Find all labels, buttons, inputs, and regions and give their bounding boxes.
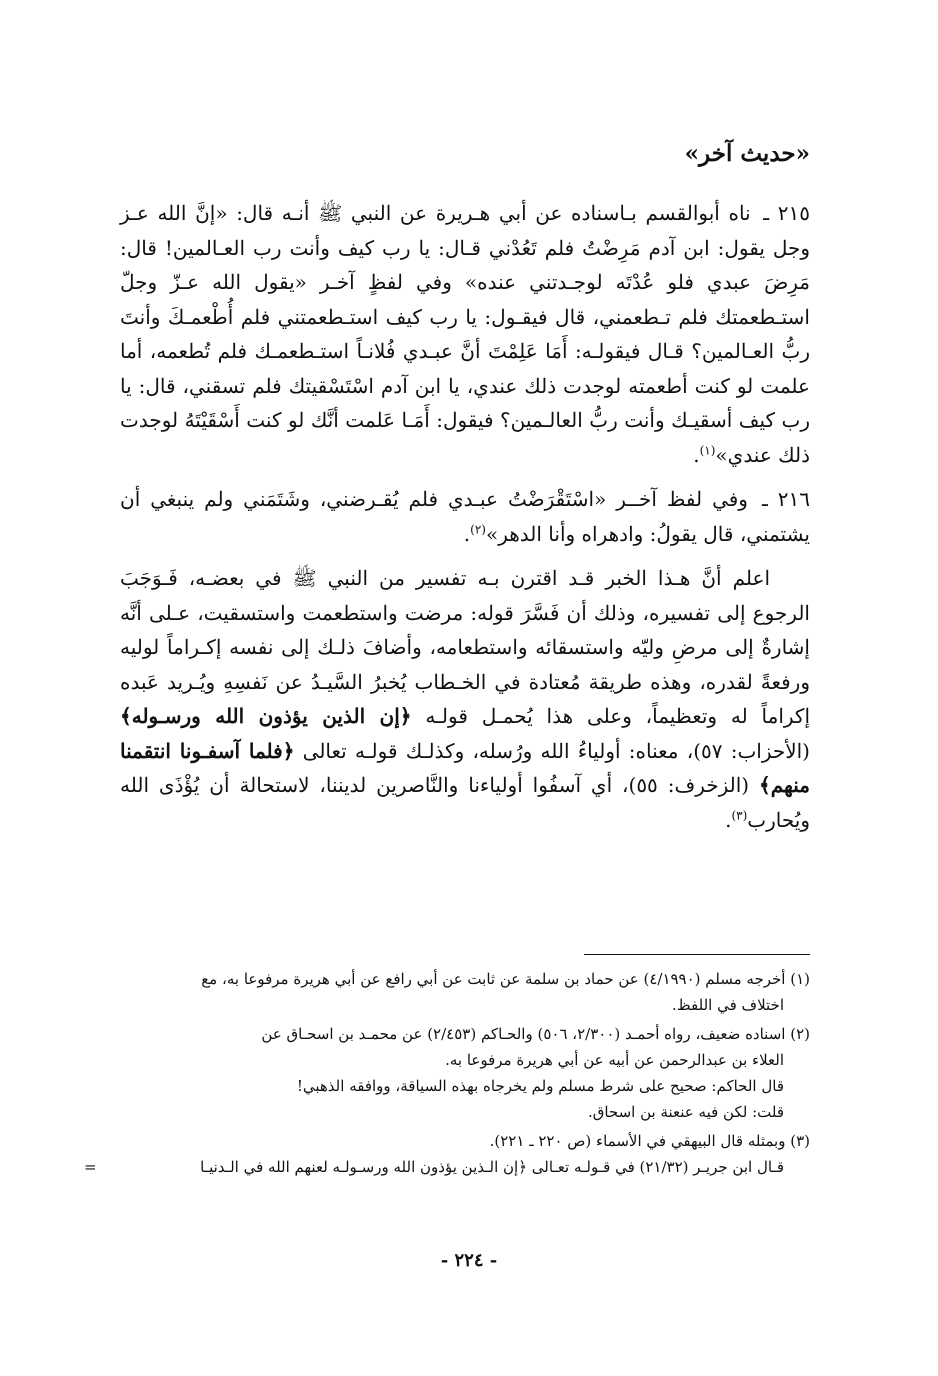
hadith-216-paragraph <box>120 482 810 551</box>
footnote-line: قلت: لكن فيه عنعنة بن اسحاق. <box>587 1103 784 1121</box>
hadith-text: ناه أبوالقسم بـاسناده عن أبي هـريرة عن النبي ﷺ أنـه قال: «إنَّ الله عـز وجل يقول: ابن آدم مَرِضْتُ فلم تَعُدْني قـال: يا رب كيف وأنت رب العـالمين! قال: مَرِضَ عبدي فلو عُدْتَه لوجـدتني عنده» وفي لفظٍ آخـر «يقول الله عـزّ وجلّ استـطعمتك فلم تـطعمني، قال فيقـول: يا رب كيف استـطعمتني فلم أُطْعمـكَ وأنتَ ربُّ العـالمين؟ قـال فيقولـه: أَمَا عَلِمْتَ أنَّ عبـدي فُلانـاً استـطعمـك فلم تُطعمه، أما علمت لو كنت أطعمته لوجدت ذلك عندي، يا ابن آدم اسْتَسْقيتك فلم تسقني، قال: يا رب كيف أسقيـك وأنت ربُّ العالـمين؟ فيقول: أَمَـا عَلمت أنَّك لو كنت أَسْقَيْتَهُ لوجدت ذلك عندي» <box>120 201 810 467</box>
continuation-mark: = <box>84 1158 97 1176</box>
footnote-line: (١) أخرجه مسلم (٤/١٩٩٠) عن حماد بن سلمة عن ثابت عن أبي رافع عن أبي هريرة مرفوعا به، مع <box>201 970 810 988</box>
footnote-divider <box>584 954 810 955</box>
hadith-text: وفي لفظ آخــر «اسْتَقْرَضْتُ عبـدي فلم يُقـرضني، وشَتَمَني ولم ينبغي أن يشتمني، قال يقولُ: وادهراه وأنا الدهر» <box>120 487 810 546</box>
sentence-end: . <box>463 521 471 546</box>
commentary-paragraph <box>120 561 810 837</box>
footnote-line: (٣) وبمثله قال البيهقي في الأسماء (ص ٢٢٠ ـ ٢٢١). <box>489 1132 810 1150</box>
footnote-3 <box>120 1128 810 1154</box>
footnote-ref-3[interactable]: (٣) <box>731 807 748 822</box>
footnote-line: قـال ابن جريـر (٢١/٣٢) في قـولـه تعـالى ﴿إن الـذين يؤذون الله ورسـولـه لعنهم الله في الـدنيـا <box>200 1158 784 1176</box>
commentary-text: (الزخرف: ٥٥)، أي آسفُوا أولياءنا والنَّاصرين لديننا، لاستحالة أن يُؤْذَى الله ويُحارب <box>120 773 810 832</box>
footnote-ref-2[interactable]: (٢) <box>470 521 486 536</box>
sentence-end: . <box>693 442 700 467</box>
footnote-line: العلاء بن عبدالرحمن عن أبيه عن أبي هريرة مرفوعا به. <box>445 1051 784 1069</box>
main-text <box>120 196 810 837</box>
footnote-2 <box>120 1021 810 1125</box>
commentary-text: اعلم أنَّ هـذا الخبر قـد اقترن بـه تفسير من النبي ﷺ في بعضـه، فَـوَجَبَ الرجوع إلى تفسيره، وذلك أن فَسَّرَ قوله: مرضت واستطعمت واستسقيت، عـلى أنَّه إشارةٌ إلى مرضِ وليّه واستسقائه واستطعامه، وأضافَ ذلـك إلى نفسه إكـراماً لوليه ورفعةً لقدره، وهذه طريقة مُعتادة في الخـطاب يُخبرُ السَّيـدُ عن نَفسِهِ ويُـريد عَبده إكراماً له وتعظيماً، وعلى هذا يُحمـل قولـه <box>120 566 810 728</box>
page-number: - ٢٢٤ - <box>440 1250 498 1271</box>
hadith-number: ٢١٥ ـ <box>763 201 811 225</box>
footnote-ref-1[interactable]: (١) <box>699 442 716 457</box>
quran-quote: ﴿إن الذين يؤذون الله ورسـوله﴾ <box>120 704 412 728</box>
footnote-line: اختلاف في اللفظ. <box>672 996 784 1014</box>
footnote-line: قال الحاكم: صحيح على شرط مسلم ولم يخرجاه بهذه السياقة، ووافقه الذهبي! <box>296 1077 784 1095</box>
quran-quote: ﴿فلما آسفـونا انتقمنا منهم﴾ <box>120 738 810 797</box>
footnote-1 <box>120 966 810 1018</box>
footnotes <box>84 966 810 1180</box>
hadith-number: ٢١٦ ـ <box>761 487 810 511</box>
sentence-end: . <box>725 807 732 832</box>
hadith-215-paragraph <box>120 196 810 472</box>
section-heading: «حديث آخر» <box>684 140 810 167</box>
footnote-line: (٢) اسناده ضعيف، رواه أحمـد (٢/٣٠٠، ٥٠٦) والحـاكم (٢/٤٥٣) عن محمـد بن اسحـاق عن <box>261 1025 810 1043</box>
footnote-3-continuation <box>84 1154 810 1180</box>
commentary-text: (الأحزاب: ٥٧)، معناه: أولياءُ الله ورُسله، وكذلـك قولـه تعالى <box>302 738 810 763</box>
